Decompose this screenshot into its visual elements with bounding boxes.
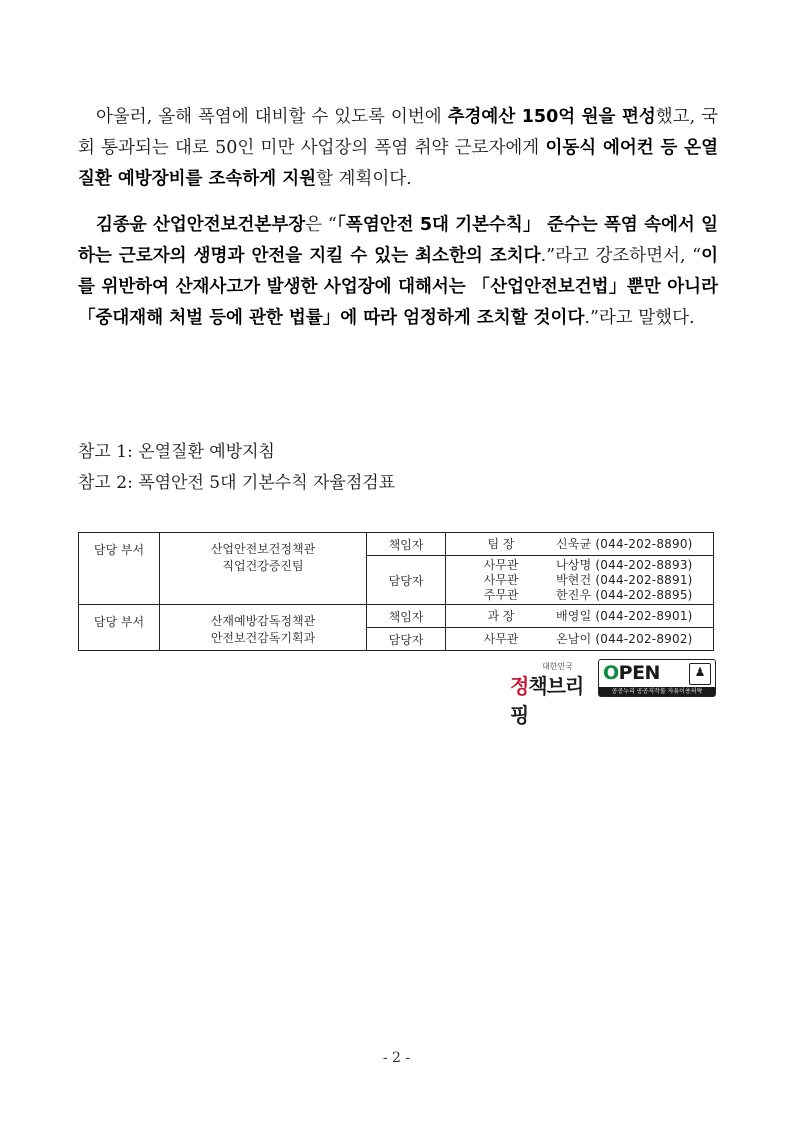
person-row [446, 573, 713, 588]
text: 아울러, 올해 폭염에 대비할 수 있도록 이번에 [96, 107, 448, 127]
bold-text: 이를 위반하여 산재사고가 발생한 사업장에 대해서는 「산업안전보건법」뿐만 아니라 「중대재해 처벌 등에 관한 법률」에 따라 엄정하게 조치할 것이다 [78, 246, 718, 328]
role-staff: 담당자 [367, 556, 446, 605]
person-name: 나상명 (044-202-8893) [556, 557, 693, 572]
paragraph-quote [78, 210, 718, 334]
text: 은 “ [305, 215, 337, 235]
person-row [446, 609, 713, 624]
bold-text: 이동식 에어컨 등 온열질환 예방장비를 조속하게 지원 [78, 138, 718, 189]
briefing-small-text: 대한민국 [542, 662, 573, 671]
person-name: 박현건 (044-202-8891) [556, 572, 693, 587]
person-row [446, 537, 713, 552]
dept-line: 산업안전보건정책관 [210, 542, 316, 556]
open-subtext: 공공누리 공공저작물 자유이용허락 [599, 687, 715, 696]
person-title: 과 장 [487, 608, 515, 623]
person-row [446, 558, 713, 573]
text: .”라고 말했다. [584, 308, 695, 328]
bold-text: 김종윤 산업안전보건본부장 [96, 215, 306, 235]
dept-label: 담당 부서 [79, 533, 160, 605]
dept-name [160, 605, 367, 651]
dept-line: 직업건강증진팀 [222, 559, 304, 573]
person-title: 사무관 [483, 557, 519, 572]
policy-briefing-logo [510, 659, 595, 727]
person-name: 신욱균 (044-202-8890) [556, 536, 693, 551]
person-icon: ♟ [689, 663, 711, 685]
dept-line: 안전보건감독기획과 [210, 631, 316, 645]
person-title: 팀 장 [487, 536, 515, 551]
reference-2: 참고 2: 폭염안전 5대 기본수칙 자율점검표 [78, 473, 396, 493]
bold-text: 추경예산 150억 원을 편성 [447, 107, 656, 127]
dept-line: 산재예방감독정책관 [210, 614, 316, 628]
person-name: 배영일 (044-202-8901) [556, 608, 693, 623]
person-title: 사무관 [483, 631, 519, 646]
staff-cell [446, 628, 714, 651]
manager-cell [446, 533, 714, 556]
page-number: - 2 - [382, 1050, 411, 1066]
manager-cell [446, 605, 714, 628]
paragraph-budget [78, 102, 718, 195]
kogl-open-logo [598, 659, 716, 697]
role-staff: 담당자 [367, 628, 446, 651]
person-name: 온남이 (044-202-8902) [556, 631, 693, 646]
person-name: 한진우 (044-202-8895) [556, 587, 693, 602]
person-row [446, 632, 713, 647]
bold-text: 「폭염안전 5대 기본수칙」 준수는 폭염 속에서 일하는 근로자의 생명과 안전을 지킬 수 있는 최소한의 조치다 [78, 215, 719, 266]
contact-table [78, 532, 714, 651]
text: .”라고 강조하면서, “ [540, 246, 702, 266]
text: 할 계획이다. [316, 169, 412, 189]
open-text: OPEN [603, 662, 660, 684]
reference-1: 참고 1: 온열질환 예방지침 [78, 442, 275, 462]
person-title: 주무관 [483, 587, 519, 602]
briefing-big-text: 정책브리핑 [510, 674, 584, 727]
role-manager: 책임자 [367, 605, 446, 628]
person-title: 사무관 [483, 572, 519, 587]
person-row [446, 588, 713, 603]
dept-name [160, 533, 367, 605]
text: 했고, 국회 통과되는 대로 50인 미만 사업장의 폭염 취약 근로자에게 [78, 107, 719, 158]
dept-label: 담당 부서 [79, 605, 160, 651]
footer-logos [510, 659, 716, 727]
role-manager: 책임자 [367, 533, 446, 556]
staff-cell [446, 556, 714, 605]
